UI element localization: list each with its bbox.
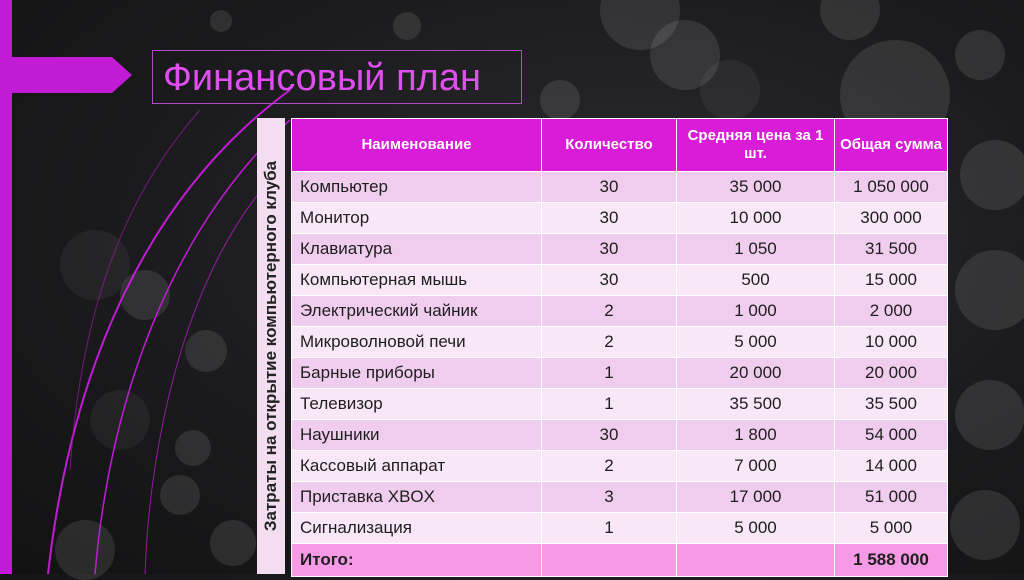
cell-unit-price: 35 000 [677, 172, 835, 203]
cell-quantity: 2 [542, 327, 677, 358]
bokeh-circle [820, 0, 880, 40]
cell-unit-price: 10 000 [677, 203, 835, 234]
bokeh-circle [90, 390, 150, 450]
title-box [152, 50, 522, 104]
cell-name: Компьютерная мышь [292, 265, 542, 296]
bokeh-circle [950, 490, 1020, 560]
side-label-text: Затраты на открытие компьютерного клуба [261, 160, 280, 532]
cell-quantity: 3 [542, 482, 677, 513]
cell-total-sum: 1 050 000 [835, 172, 948, 203]
bokeh-circle [55, 520, 115, 580]
cell-quantity: 30 [542, 234, 677, 265]
cell-unit-price: 5 000 [677, 327, 835, 358]
cell-total-sum: 300 000 [835, 203, 948, 234]
bokeh-circle [955, 380, 1024, 450]
bokeh-circle [175, 430, 211, 466]
cell-total-sum: 51 000 [835, 482, 948, 513]
bokeh-circle [160, 475, 200, 515]
table-row [292, 389, 948, 420]
cell-name: Барные приборы [292, 358, 542, 389]
total-label: Итого: [292, 544, 542, 577]
cell-unit-price: 1 000 [677, 296, 835, 327]
table-row [292, 327, 948, 358]
header-total-sum: Общая сумма [835, 119, 948, 172]
table-row [292, 203, 948, 234]
cell-name: Кассовый аппарат [292, 451, 542, 482]
cell-total-sum: 14 000 [835, 451, 948, 482]
bokeh-circle [60, 230, 130, 300]
cell-quantity: 2 [542, 296, 677, 327]
cell-name: Монитор [292, 203, 542, 234]
cell-name: Микроволновой печи [292, 327, 542, 358]
cell-name: Сигнализация [292, 513, 542, 544]
page-title: Финансовый план [163, 57, 481, 99]
bokeh-circle [185, 330, 227, 372]
cell-unit-price: 500 [677, 265, 835, 296]
cell-total-sum: 35 500 [835, 389, 948, 420]
cell-unit-price: 17 000 [677, 482, 835, 513]
cell-unit-price: 1 050 [677, 234, 835, 265]
bokeh-circle [960, 140, 1024, 210]
cell-total-sum: 15 000 [835, 265, 948, 296]
table-row [292, 358, 948, 389]
table-row [292, 451, 948, 482]
bokeh-circle [540, 80, 580, 120]
cell-name: Телевизор [292, 389, 542, 420]
table-row [292, 482, 948, 513]
bokeh-circle [955, 30, 1005, 80]
bokeh-circle [120, 270, 170, 320]
cell-quantity: 1 [542, 389, 677, 420]
title-arrow [0, 57, 132, 93]
financial-plan-table [291, 118, 948, 577]
cell-unit-price: 20 000 [677, 358, 835, 389]
cell-quantity: 1 [542, 513, 677, 544]
table-row [292, 296, 948, 327]
table-header-row [292, 119, 948, 172]
cell-total-sum: 2 000 [835, 296, 948, 327]
bokeh-circle [210, 520, 256, 566]
bokeh-circle [600, 0, 680, 50]
cell-unit-price: 7 000 [677, 451, 835, 482]
table-row [292, 234, 948, 265]
cell-unit-price: 5 000 [677, 513, 835, 544]
cell-quantity: 30 [542, 172, 677, 203]
cell-name: Компьютер [292, 172, 542, 203]
header-quantity: Количество [542, 119, 677, 172]
cell-total-sum: 20 000 [835, 358, 948, 389]
table-row [292, 172, 948, 203]
total-row [292, 544, 948, 577]
table-row [292, 420, 948, 451]
bokeh-circle [393, 12, 421, 40]
cell-name: Электрический чайник [292, 296, 542, 327]
bokeh-circle [210, 10, 232, 32]
cell-total-sum: 54 000 [835, 420, 948, 451]
bokeh-circle [955, 250, 1024, 330]
side-label [257, 118, 285, 574]
cell-name: Клавиатура [292, 234, 542, 265]
table-row [292, 513, 948, 544]
cell-quantity: 2 [542, 451, 677, 482]
cell-quantity: 30 [542, 420, 677, 451]
table-row [292, 265, 948, 296]
total-empty-cell [542, 544, 677, 577]
bokeh-circle [650, 20, 720, 90]
bokeh-circle [700, 60, 760, 120]
cell-quantity: 1 [542, 358, 677, 389]
cell-quantity: 30 [542, 265, 677, 296]
cell-name: Наушники [292, 420, 542, 451]
cell-quantity: 30 [542, 203, 677, 234]
total-empty-cell [677, 544, 835, 577]
header-name: Наименование [292, 119, 542, 172]
cell-total-sum: 31 500 [835, 234, 948, 265]
header-unit-price: Средняя цена за 1 шт. [677, 119, 835, 172]
cell-total-sum: 5 000 [835, 513, 948, 544]
total-value: 1 588 000 [835, 544, 948, 577]
cell-total-sum: 10 000 [835, 327, 948, 358]
cell-name: Приставка XBOX [292, 482, 542, 513]
cell-unit-price: 1 800 [677, 420, 835, 451]
cell-unit-price: 35 500 [677, 389, 835, 420]
